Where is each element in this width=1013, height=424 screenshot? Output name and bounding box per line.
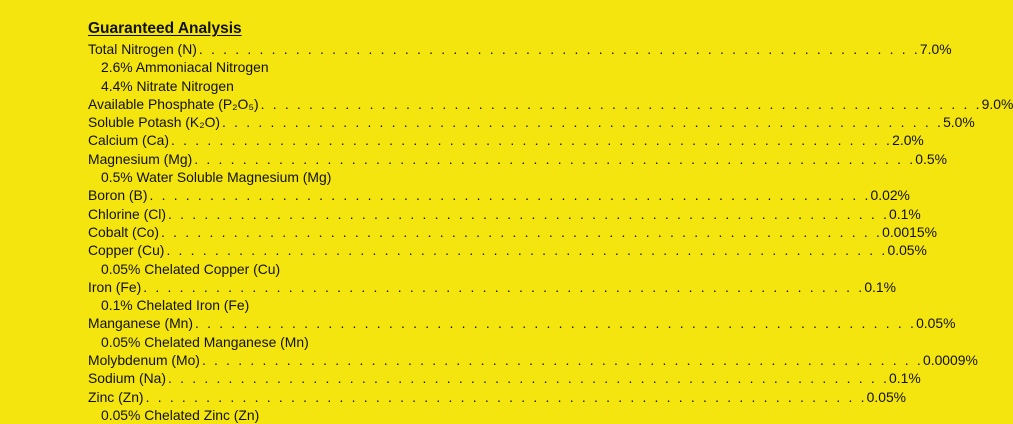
- nutrient-label: Iron (Fe): [88, 278, 142, 295]
- analysis-row: [88, 278, 896, 296]
- analysis-list: [88, 40, 1013, 424]
- analysis-row: [88, 40, 952, 58]
- nutrient-label: 0.05% Chelated Manganese (Mn): [101, 333, 309, 350]
- analysis-subrow: [88, 296, 344, 314]
- nutrient-value: 0.0015%: [882, 223, 937, 240]
- nutrient-value: 5.0%: [943, 114, 975, 131]
- dot-leader: . . . . . . . . . . . . . . . . . . . . . . . . . . . . . . . . . . . . . . . . . . . . . . . . . . . . . . . . . . . .: [161, 223, 883, 240]
- analysis-row: [88, 369, 921, 387]
- nutrient-label: 0.05% Chelated Zinc (Zn): [101, 406, 260, 423]
- dot-leader: . . . . . . . . . . . . . . . . . . . . . . . . . . . . . . . . . . . . . . . . . . . . . . . . . . . . . . . . . . . .: [222, 114, 944, 131]
- nutrient-value: 0.02%: [870, 187, 910, 204]
- analysis-row: [88, 388, 907, 406]
- nutrient-value: 0.0009%: [923, 352, 978, 369]
- nutrient-value: 0.1%: [889, 370, 921, 387]
- nutrient-label: Magnesium (Mg): [88, 150, 193, 167]
- analysis-row: [88, 223, 937, 241]
- dot-leader: . . . . . . . . . . . . . . . . . . . . . . . . . . . . . . . . . . . . . . . . . . . . . . . . . . . . . . . . . . . .: [149, 187, 871, 204]
- analysis-row: [88, 314, 956, 332]
- dot-leader: . . . . . . . . . . . . . . . . . . . . . . . . . . . . . . . . . . . . . . . . . . . . . . . . . . . . . . . . . . . .: [167, 370, 890, 387]
- analysis-subrow: [88, 58, 344, 76]
- nutrient-label: 4.4% Nitrate Nitrogen: [101, 77, 234, 94]
- dot-leader: . . . . . . . . . . . . . . . . . . . . . . . . . . . . . . . . . . . . . . . . . . . . . . . . . . . . . . . . . . . .: [145, 388, 867, 405]
- nutrient-label: 2.6% Ammoniacal Nitrogen: [101, 59, 269, 76]
- analysis-row: [88, 351, 978, 369]
- nutrient-label: Cobalt (Co): [88, 223, 160, 240]
- analysis-row: [88, 241, 927, 259]
- nutrient-label: 0.05% Chelated Copper (Cu): [101, 260, 281, 277]
- nutrient-label: Chlorine (Cl): [88, 205, 166, 222]
- analysis-row: [88, 95, 1013, 113]
- dot-leader: . . . . . . . . . . . . . . . . . . . . . . . . . . . . . . . . . . . . . . . . . . . . . . . . . . . . . . . . . . . .: [143, 278, 865, 295]
- analysis-row: [88, 205, 921, 223]
- nutrient-label: 0.1% Chelated Iron (Fe): [101, 297, 250, 314]
- nutrient-value: 7.0%: [919, 41, 952, 57]
- nutrient-label: Boron (B): [88, 187, 148, 204]
- dot-leader: . . . . . . . . . . . . . . . . . . . . . . . . . . . . . . . . . . . . . . . . . . . . . . . . . . . . . . . . . . . .: [198, 41, 920, 57]
- nutrient-value: 0.1%: [864, 278, 896, 295]
- nutrient-value: 0.1%: [889, 205, 921, 222]
- analysis-subrow: [88, 168, 344, 186]
- nutrient-label: Copper (Cu): [88, 242, 165, 259]
- dot-leader: . . . . . . . . . . . . . . . . . . . . . . . . . . . . . . . . . . . . . . . . . . . . . . . . . . . . . . . . . . . .: [166, 242, 888, 259]
- nutrient-value: 0.05%: [887, 242, 927, 259]
- nutrient-label: Molybdenum (Mo): [88, 352, 200, 369]
- nutrient-value: 0.5%: [915, 150, 947, 167]
- guaranteed-analysis-title: Guaranteed Analysis: [88, 20, 242, 37]
- dot-leader: . . . . . . . . . . . . . . . . . . . . . . . . . . . . . . . . . . . . . . . . . . . . . . . . . . . . . . . . . . . .: [194, 150, 916, 167]
- nutrient-label: Manganese (Mn): [88, 315, 194, 332]
- analysis-row: [88, 131, 924, 149]
- dot-leader: . . . . . . . . . . . . . . . . . . . . . . . . . . . . . . . . . . . . . . . . . . . . . . . . . . . . . . . . . . . .: [201, 352, 923, 369]
- dot-leader: . . . . . . . . . . . . . . . . . . . . . . . . . . . . . . . . . . . . . . . . . . . . . . . . . . . . . . . . . . . .: [195, 315, 917, 332]
- analysis-subrow: [88, 260, 344, 278]
- analysis-row: [88, 150, 947, 168]
- nutrient-label: Total Nitrogen (N): [88, 41, 197, 57]
- dot-leader: . . . . . . . . . . . . . . . . . . . . . . . . . . . . . . . . . . . . . . . . . . . . . . . . . . . . . . . . . . . .: [167, 205, 890, 222]
- nutrient-label: Soluble Potash (K₂O): [88, 114, 221, 131]
- analysis-row: [88, 186, 910, 204]
- nutrient-label: Sodium (Na): [88, 370, 166, 387]
- analysis-row: [88, 113, 975, 131]
- nutrient-label: Available Phosphate (P₂O₅): [88, 95, 259, 112]
- dot-leader: . . . . . . . . . . . . . . . . . . . . . . . . . . . . . . . . . . . . . . . . . . . . . . . . . . . . . . . . . . . .: [171, 132, 893, 149]
- analysis-subrow: [88, 333, 344, 351]
- nutrient-value: 9.0%: [981, 95, 1013, 112]
- nutrient-label: 0.5% Water Soluble Magnesium (Mg): [101, 169, 332, 186]
- nutrient-value: 0.05%: [916, 315, 956, 332]
- nutrient-label: Calcium (Ca): [88, 132, 170, 149]
- nutrient-label: Zinc (Zn): [88, 388, 144, 405]
- dot-leader: . . . . . . . . . . . . . . . . . . . . . . . . . . . . . . . . . . . . . . . . . . . . . . . . . . . . . . . . . . . .: [260, 95, 982, 112]
- analysis-subrow: [88, 406, 344, 424]
- nutrient-value: 2.0%: [892, 132, 924, 149]
- analysis-subrow: [88, 77, 344, 95]
- nutrient-value: 0.05%: [866, 388, 907, 405]
